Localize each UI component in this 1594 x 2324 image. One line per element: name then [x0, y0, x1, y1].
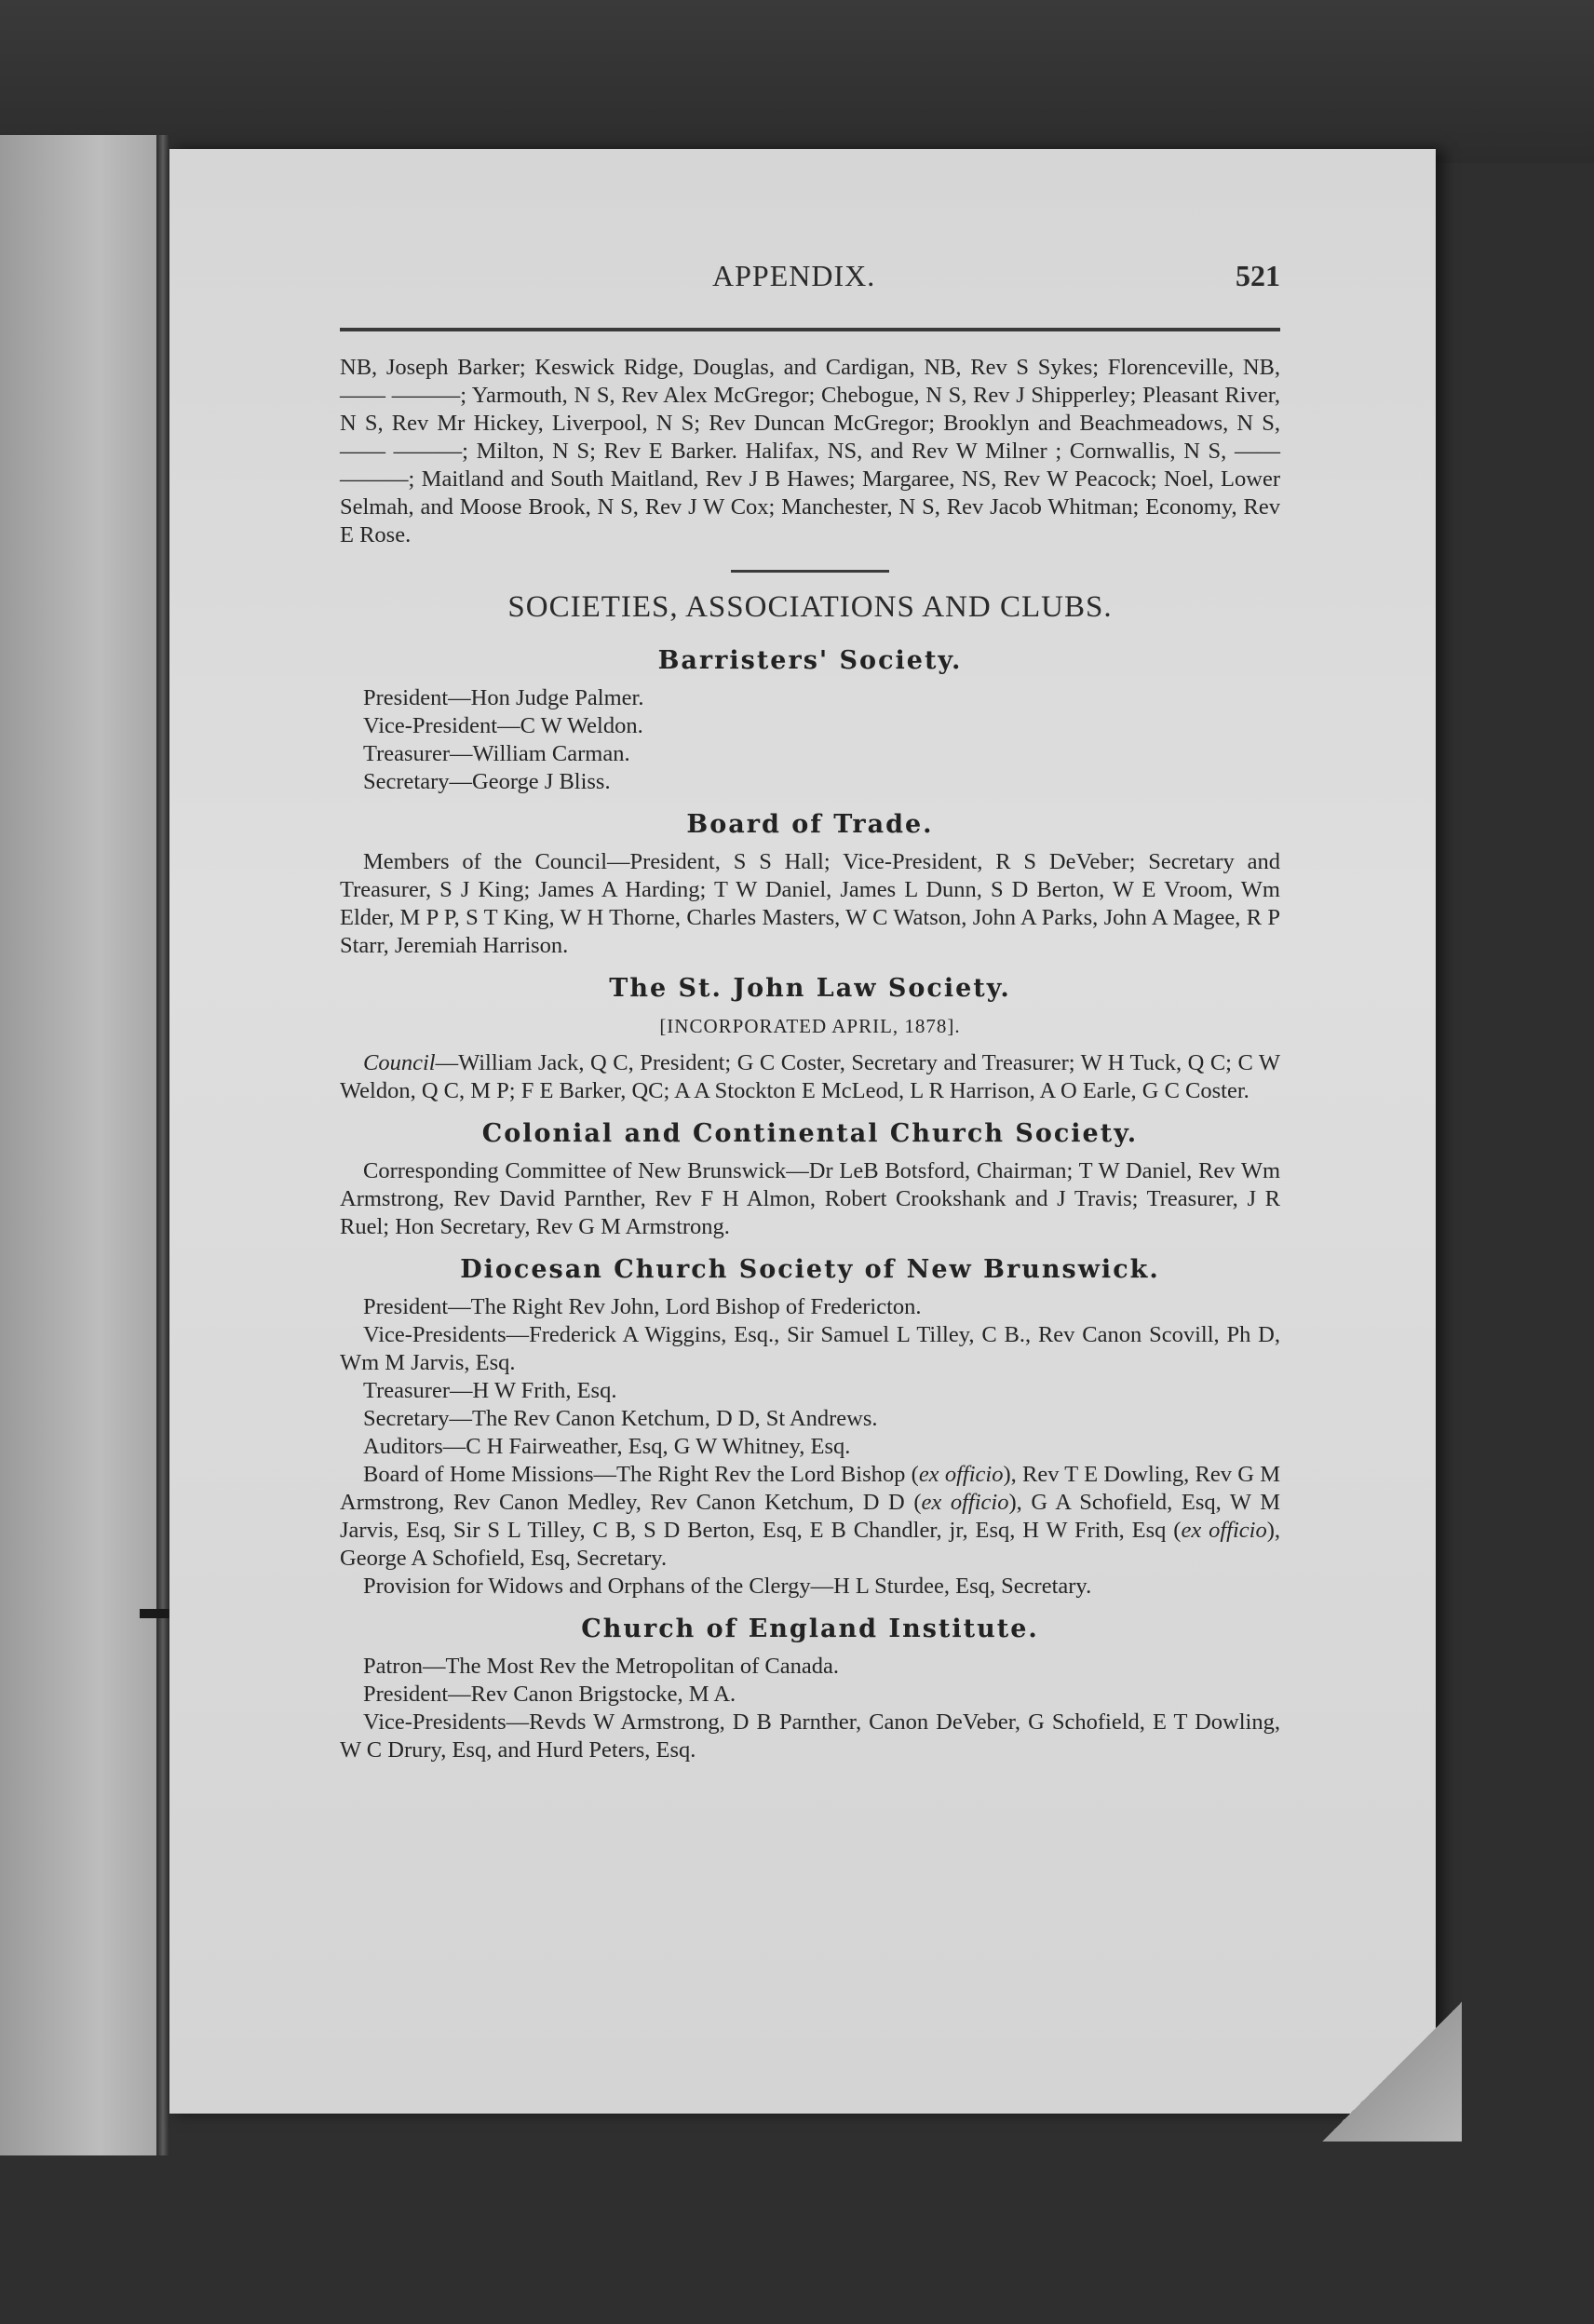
st-john-law-society — [340, 975, 1280, 1105]
home-missions-text: ), George A Schofield, Esq, Secretary. — [340, 1518, 1280, 1571]
running-title: APPENDIX. — [712, 259, 876, 292]
section-divider — [731, 570, 889, 573]
officer-line: Vice-Presidents—Revds W Armstrong, D B Parnther, Canon DeVeber, G Schofield, E T Dowling, W C Drury, Esq, and Hurd Peters, Esq. — [340, 1709, 1280, 1763]
officer-line: Treasurer—H W Frith, Esq. — [363, 1378, 617, 1403]
book-gutter — [156, 135, 169, 2155]
diocesan-church-society — [340, 1256, 1280, 1601]
church-of-england-institute — [340, 1615, 1280, 1764]
section-paragraph — [340, 1049, 1280, 1105]
provision-paragraph: Provision for Widows and Orphans of the Clergy—H L Sturdee, Esq, Secretary. — [363, 1574, 1092, 1599]
officer-line: Treasurer—William Carman. — [363, 741, 630, 766]
home-missions-paragraph — [340, 1461, 1280, 1573]
section-paragraph: Corresponding Committee of New Brunswick—Dr LeB Botsford, Chairman; T W Daniel, Rev Wm Armstrong, Rev David Parnther, Rev F H Almon, Robert Crookshank and J Travis; Treasurer, J R Ruel; Hon Secretary, Rev G M Armstrong. — [340, 1158, 1280, 1239]
home-missions-text: ), G A Schofield, Esq, W M Jarvis, Esq, Sir S L Tilley, C B, S D Berton, Esq, E B Chandler, jr, Esq, H W Frith, Esq ( — [340, 1490, 1280, 1543]
officer-line: Auditors—C H Fairweather, Esq, G W Whitney, Esq. — [363, 1434, 851, 1459]
page-content — [340, 354, 1280, 1764]
officer-line: Vice-President—C W Weldon. — [363, 713, 643, 738]
officer-line: Secretary—The Rev Canon Ketchum, D D, St Andrews. — [363, 1406, 878, 1431]
officer-line: Secretary—George J Bliss. — [363, 769, 611, 794]
main-heading: SOCIETIES, ASSOCIATIONS AND CLUBS. — [507, 590, 1113, 624]
intro-paragraph: NB, Joseph Barker; Keswick Ridge, Douglas, and Cardigan, NB, Rev S Sykes; Florenceville, NB, —— ———; Yarmouth, N S, Rev Alex McGregor; Chebogue, N S, Rev J Shipperley; Pleasant River, N S, Rev Mr Hickey, Liverpool, N S; Rev Duncan McGregor; Brooklyn and Beachmeadows, N S, —— ———; Milton, N S; Rev E Barker. Halifax, NS, and Rev W Milner ; Cornwallis, N S, —— ———; Maitland and South Maitland, Rev J B Hawes; Margaree, NS, Rev W Peacock; Noel, Lower Selmah, and Moose Brook, N S, Rev J W Cox; Manchester, N S, Rev Jacob Whitman; Economy, Rev E Rose. — [340, 355, 1280, 547]
officer-line: President—Rev Canon Brigstocke, M A. — [363, 1682, 736, 1707]
ex-officio-note: ex officio — [1181, 1518, 1267, 1543]
ex-officio-note: ex officio — [918, 1462, 1004, 1487]
officer-line: President—Hon Judge Palmer. — [363, 685, 644, 710]
home-missions-text: ), Rev T E Dowling, Rev G M Armstrong, Rev Canon Medley, Rev Canon Ketchum, D D ( — [340, 1462, 1280, 1515]
ex-officio-note: ex officio — [921, 1490, 1009, 1515]
section-heading: Church of England Institute. — [581, 1615, 1039, 1643]
colonial-continental-church-society — [340, 1120, 1280, 1241]
section-heading: Diocesan Church Society of New Brunswick. — [460, 1255, 1160, 1284]
home-missions-text: Board of Home Missions—The Right Rev the Lord Bishop ( — [363, 1462, 919, 1487]
facing-page-edge — [0, 135, 166, 2155]
officer-line: Vice-Presidents—Frederick A Wiggins, Esq., Sir Samuel L Tilley, C B., Rev Canon Scovill, Ph D, Wm M Jarvis, Esq. — [340, 1322, 1280, 1375]
section-paragraph: Members of the Council—President, S S Hall; Vice-President, R S DeVeber; Secretary and Treasurer, S J King; James A Harding; T W Daniel, James L Dunn, S D Berton, W E Vroom, Wm Elder, M P P, S T King, W H Thorne, Charles Masters, W C Watson, John A Parks, John A Magee, R P Starr, Jeremiah Harrison. — [340, 849, 1280, 958]
page-header — [340, 259, 1280, 305]
section-heading: Colonial and Continental Church Society. — [481, 1119, 1139, 1148]
council-text: —William Jack, Q C, President; G C Coster, Secretary and Treasurer; W H Tuck, Q C; C W Weldon, Q C, M P; F E Barker, QC; A A Stockton E McLeod, L R Harrison, A O Earle, G C Coster. — [340, 1050, 1280, 1103]
section-heading: Barristers' Society. — [657, 646, 963, 675]
header-rule — [340, 328, 1280, 331]
board-of-trade — [340, 811, 1280, 960]
page-corner-fold — [1322, 2002, 1462, 2142]
officer-line: Patron—The Most Rev the Metropolitan of Canada. — [363, 1654, 839, 1679]
incorporation-note: [INCORPORATED APRIL, 1878]. — [659, 1015, 961, 1037]
barristers-society — [340, 647, 1280, 796]
council-label: Council — [363, 1050, 436, 1075]
section-heading: The St. John Law Society. — [609, 974, 1011, 1003]
page-number: 521 — [1236, 259, 1280, 292]
scan-backdrop — [0, 0, 1594, 163]
officer-line: President—The Right Rev John, Lord Bishop of Fredericton. — [363, 1294, 922, 1319]
section-heading: Board of Trade. — [686, 810, 934, 839]
